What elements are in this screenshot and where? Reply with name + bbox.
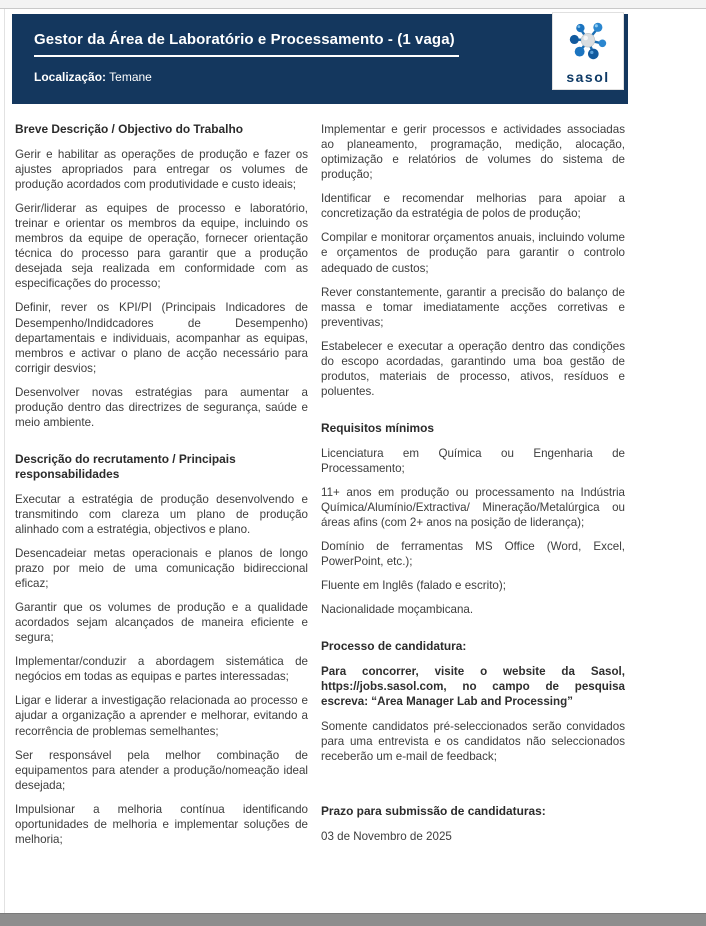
paragraph: Ser responsável pela melhor combinação de equipamentos para atender a produção/nomeação ideal desejada; — [15, 748, 308, 792]
paragraph: Somente candidatos pré-seleccionados serão convidados para uma entrevista e os candidatos não seleccionados receberão um e-mail de feedback; — [321, 719, 625, 763]
paragraph: Rever constantemente, garantir a precisão do balanço de massa e tomar imediatamente acções corretivas e preventivas; — [321, 285, 625, 329]
viewer-top-strip — [0, 0, 706, 9]
heading-breve-descricao: Breve Descrição / Objectivo do Trabalho — [15, 122, 243, 136]
left-column — [15, 122, 308, 856]
job-title-banner — [12, 14, 628, 104]
heading-prazo-submissao: Prazo para submissão de candidaturas: — [321, 803, 546, 818]
heading-processo-candidatura: Processo de candidatura: — [321, 639, 467, 654]
location-label: Localização: — [34, 70, 107, 85]
paragraph: Gerir e habilitar as operações de produção e fazer os ajustes apropriados para entregar os volumes de produção acordados com produtividade e custo ideais; — [15, 147, 308, 191]
page-title: Gestor da Área de Laboratório e Processamento - (1 vaga) — [34, 31, 459, 57]
paragraph: Implementar/conduzir a abordagem sistemática de negócios em todas as equipas e partes interessadas; — [15, 655, 308, 684]
right-column — [321, 122, 625, 856]
paragraph: Ligar e liderar a investigação relacionada ao processo e ajudar a organização a aprender e melhorar, evitando a recorrência de problemas semelhantes; — [15, 694, 308, 738]
paragraph: Fluente em Inglês (falado e escrito); — [321, 579, 506, 593]
paragraph: Definir, rever os KPI/PI (Principais Indicadores de Desempenho/Indidcadores de Desempenho) departamentais e individuais, acompanhar as equipas, membros e activar o plano de acção necessário para corrigir desvios; — [15, 301, 308, 375]
paragraph: Executar a estratégia de produção desenvolvendo e transmitindo com clareza um plano de produção alinhado com a estratégia, objectivos e plano. — [15, 492, 308, 536]
paragraph: Identificar e recomendar melhorias para apoiar a concretização da estratégia de polos de produção; — [321, 192, 625, 221]
sasol-logo — [552, 12, 624, 90]
paragraph: Nacionalidade moçambicana. — [321, 603, 474, 617]
deadline-date: 03 de Novembro de 2025 — [321, 829, 452, 843]
viewer-bottom-bar — [0, 913, 706, 926]
application-instructions: Para concorrer, visite o website da Sasol, https://jobs.sasol.com, no campo de pesquisa escreva: “Area Manager Lab and Processing” — [321, 665, 625, 709]
page-left-edge — [4, 9, 5, 926]
paragraph: Estabelecer e executar a operação dentro das condições do escopo acordadas, garantindo uma boa gestão de produtos, materiais de processo, ativos, resíduos e poluentes. — [321, 339, 625, 398]
location-value: Temane — [109, 70, 152, 85]
paragraph: Compilar e monitorar orçamentos anuais, incluindo volume e orçamentos de produção para garantir o controlo adequado de custos; — [321, 231, 625, 275]
heading-requisitos-minimos: Requisitos mínimos — [321, 421, 434, 435]
paragraph: Desencadeiar metas operacionais e planos de longo prazo por meio de uma comunicação bidireccional eficaz; — [15, 546, 308, 590]
paragraph: Gerir/liderar as equipes de processo e laboratório, treinar e orientar os membros da equipe, incluindo os membros da equipe de operação, fornecer orientação técnica do processo para garantir que a produção desejada seja realizada em conformidade com as especificações do processo; — [15, 202, 308, 291]
paragraph: Impulsionar a melhoria contínua identificando oportunidades de melhoria e implementar soluções de melhoria; — [15, 802, 308, 846]
sasol-molecule-icon — [565, 19, 611, 68]
heading-descricao-recrutamento: Descrição do recrutamento / Principais responsabilidades — [15, 451, 236, 481]
location-line — [34, 70, 606, 84]
paragraph: Licenciatura em Química ou Engenharia de Processamento; — [321, 446, 625, 475]
paragraph: Desenvolver novas estratégias para aumentar a produção dentro das directrizes de segurança, saúde e meio ambiente. — [15, 385, 308, 429]
paragraph: Domínio de ferramentas MS Office (Word, Excel, PowerPoint, etc.); — [321, 540, 625, 569]
paragraph: Garantir que os volumes de produção e a qualidade acordados sejam alcançados de maneira eficiente e segura; — [15, 601, 308, 645]
sasol-wordmark: sasol — [566, 69, 610, 85]
paragraph: 11+ anos em produção ou processamento na Indústria Química/Alumínio/Extractiva/ Mineração/Metalúrgica ou áreas afins (com 2+ anos na posição de liderança); — [321, 486, 625, 530]
document-body — [15, 122, 625, 856]
paragraph: Implementar e gerir processos e actividades associadas ao planeamento, programação, medição, alocação, optimização e relatórios de volumes do sistema de produção; — [321, 123, 625, 182]
